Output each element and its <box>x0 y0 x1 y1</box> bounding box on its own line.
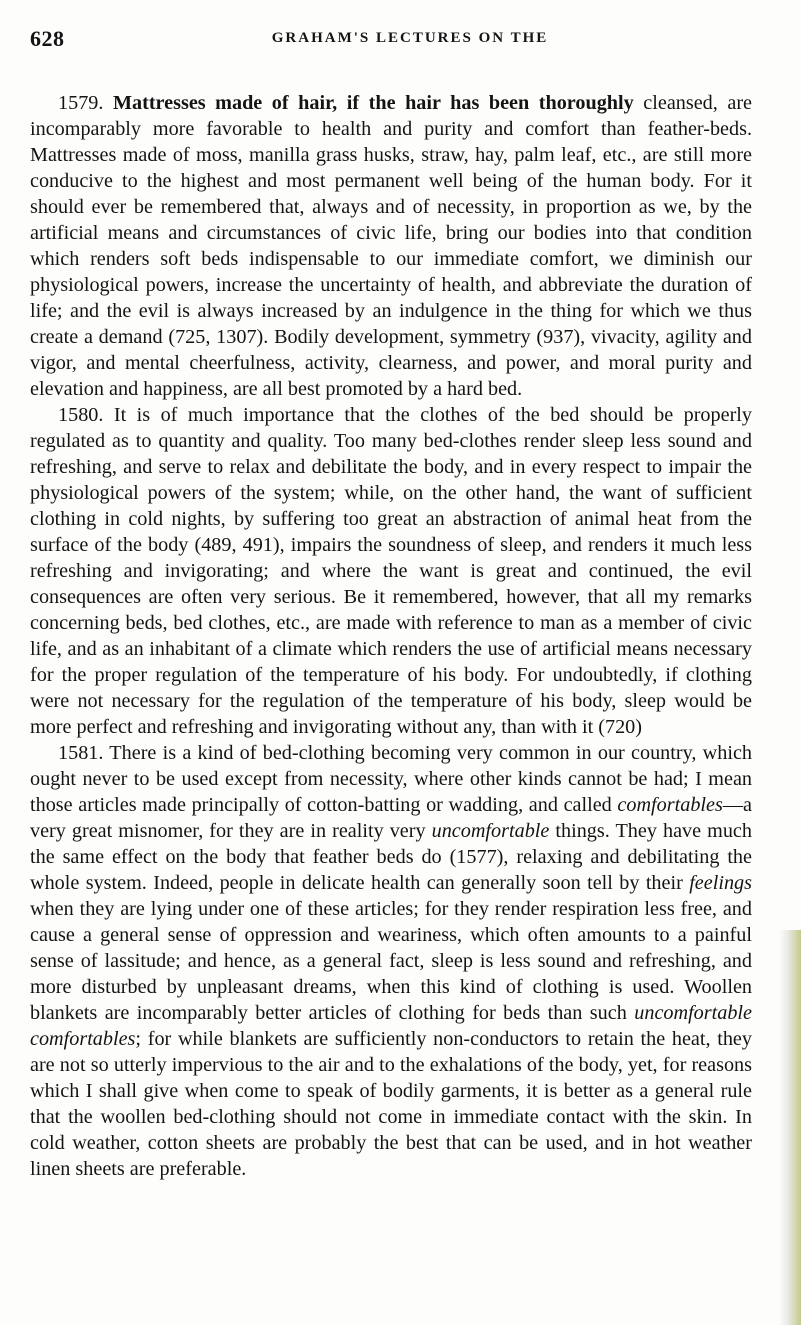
italic-text: uncomfortable <box>431 820 550 842</box>
paragraph-number: 1579. <box>58 92 104 114</box>
italic-text: comfortables <box>617 794 723 816</box>
body-text-segment: when they are lying under one of these articles; for they render respiration less free, and cause a general sense of oppression and weariness, which often amounts to a painful sense of lassitude; and hence, as a general fact, sleep is less sound and refreshing, and more disturbed by unpleasant dreams, when this kind of clothing is used. Woollen blankets are incomparably better articles of clothing for beds than such <box>30 898 752 1024</box>
paragraph-number: 1581. <box>58 742 104 764</box>
paragraph-1580 <box>30 402 752 740</box>
body-text-segment: There is a kind of bed-clothing becoming very common in our country, which ought never to be used except from necessity, where other kinds cannot be had; I mean those articles made principally of cotton-batting or wadding, and called <box>30 742 752 816</box>
page-number: 628 <box>30 26 65 51</box>
body-text-segment: cleansed, are incomparably more favorable to health and purity and comfort than feather-beds. Mattresses made of moss, manilla grass husks, straw, hay, palm leaf, etc., are still more conducive to the highest and most permanent well being of the human body. For it should ever be remembered that, always and of necessity, in proportion as we, by the artificial means and circumstances of civic life, bring our bodies into that condition which renders soft beds indispensable to our immediate comfort, we diminish our physiological powers, increase the uncertainty of health, and abbreviate the duration of life; and the evil is always increased by an indulgence in the thing for which we thus create a demand (725, 1307). Bodily development, symmetry (937), vivacity, agility and vigor, and mental cheerfulness, activity, clearness, and power, and moral purity and elevation and happiness, are all best promoted by a hard bed. <box>30 92 753 400</box>
italic-text: feelings <box>689 872 752 894</box>
paragraph-1579 <box>30 90 752 402</box>
italic-text: uncomfortable comfortables <box>30 1002 752 1050</box>
body-text-segment: ; for while blankets are sufficiently non-conductors to retain the heat, they are not so utterly impervious to the air and to the exhalations of the body, yet, for reasons which I shall give when come to speak of bodily garments, it is better as a general rule that the woollen bed-clothing should not come in immediate contact with the skin. In cold weather, cotton sheets are probably the best that can be used, and in hot weather linen sheets are preferable. <box>30 1028 752 1180</box>
page-header <box>30 26 750 52</box>
body-text-segment: —a very great misnomer, for they are in reality very <box>30 794 752 842</box>
paragraph-1581 <box>30 740 752 1182</box>
lead-in-text: Mattresses made of hair, if the hair has been thoroughly <box>103 92 634 114</box>
body-text-segment: It is of much importance that the clothes of the bed should be properly regulated as to quantity and quality. Too many bed-clothes render sleep less sound and refreshing, and serve to relax and debilitate the body, and in every respect to impair the physiological powers of the system; while, on the other hand, the want of sufficient clothing in cold nights, by suffering too great an abstraction of animal heat from the surface of the body (489, 491), impairs the soundness of sleep, and renders it much less refreshing and invigorating; and where the want is great and continued, the evil consequences are often very serious. Be it remembered, however, that all my remarks concerning beds, bed clothes, etc., are made with reference to man as a member of civic life, and as an inhabitant of a climate which renders the use of artificial means necessary for the proper regulation of the temperature of his body. For undoubtedly, if clothing were not necessary for the regulation of the temperature of his body, sleep would be more perfect and refreshing and invigorating without any, than with it (720) <box>30 404 752 738</box>
body-text-segment: things. They have much the same effect on the body that feather beds do (1577), relaxing and debilitating the whole system. Indeed, people in delicate health can generally soon tell by their <box>30 820 752 894</box>
body-text <box>30 90 752 1182</box>
running-head: GRAHAM'S LECTURES ON THE <box>271 30 549 46</box>
page-edge-shadow <box>779 930 801 1325</box>
paragraph-number: 1580. <box>58 404 104 426</box>
